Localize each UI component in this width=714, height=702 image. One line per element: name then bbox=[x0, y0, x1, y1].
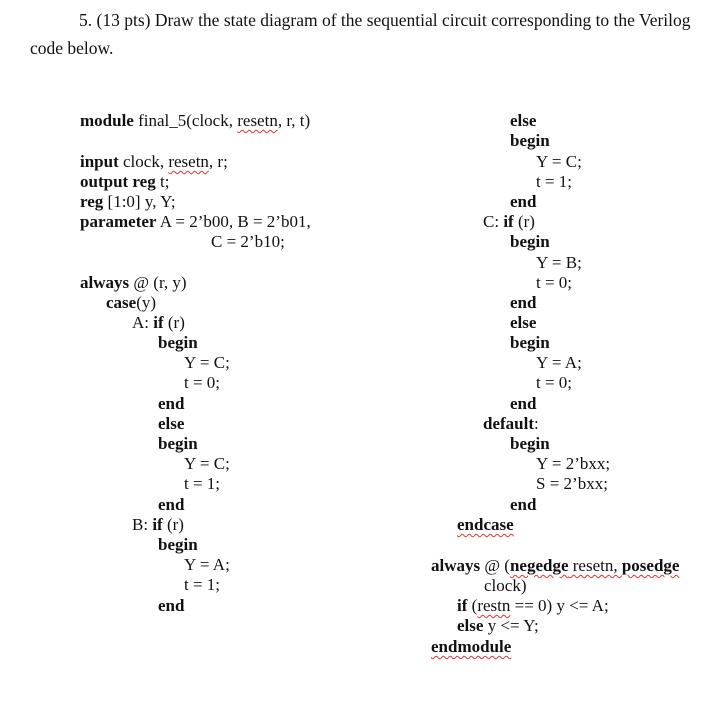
case-line: case(y) bbox=[106, 293, 157, 312]
assign-line: S = 2’bxx; bbox=[536, 474, 608, 493]
endmodule-line bbox=[431, 637, 511, 657]
misspelled-endcase: endcase bbox=[457, 515, 514, 534]
module-line: module final_5(clock, resetn, r, t) bbox=[80, 111, 311, 130]
end-keyword: end bbox=[510, 293, 537, 312]
always-seq-continuation: clock) bbox=[484, 576, 527, 595]
assign-line: Y = 2’bxx; bbox=[536, 454, 611, 473]
else-keyword: else bbox=[510, 111, 537, 130]
module-keyword: module bbox=[80, 111, 134, 130]
begin-keyword: begin bbox=[158, 535, 198, 554]
parameter-continuation: C = 2’b10; bbox=[211, 232, 285, 251]
begin-keyword: begin bbox=[158, 434, 198, 453]
always-comb-line: always @ (r, y) bbox=[80, 273, 187, 292]
assign-line: t = 0; bbox=[184, 373, 221, 392]
state-c-if: C: if (r) bbox=[483, 212, 535, 231]
default-line: default: bbox=[483, 414, 539, 433]
assign-line: Y = A; bbox=[536, 353, 582, 372]
assign-line: t = 1; bbox=[184, 474, 221, 493]
misspelled-restn: restn bbox=[477, 596, 511, 615]
assign-line: t = 1; bbox=[184, 575, 221, 594]
end-keyword: end bbox=[158, 596, 185, 615]
question-line-2: code below. bbox=[30, 38, 114, 58]
state-b-if: B: if (r) bbox=[132, 515, 184, 534]
end-keyword: end bbox=[158, 495, 185, 514]
assign-line: Y = C; bbox=[184, 353, 230, 372]
end-keyword: end bbox=[510, 394, 537, 413]
begin-keyword: begin bbox=[510, 333, 550, 352]
begin-keyword: begin bbox=[510, 131, 550, 150]
begin-keyword: begin bbox=[158, 333, 198, 352]
end-keyword: end bbox=[158, 394, 185, 413]
assign-line: Y = C; bbox=[536, 152, 582, 171]
output-line: output reg t; bbox=[80, 172, 170, 191]
begin-keyword: begin bbox=[510, 434, 550, 453]
assign-line: Y = B; bbox=[536, 253, 582, 272]
endcase-line bbox=[457, 515, 514, 535]
begin-keyword: begin bbox=[510, 232, 550, 251]
misspelled-endmodule: endmodule bbox=[431, 637, 512, 656]
assign-line: Y = C; bbox=[184, 454, 230, 473]
assign-line: Y = A; bbox=[184, 555, 230, 574]
reg-line: reg [1:0] y, Y; bbox=[80, 192, 176, 211]
misspelled-negedge: negedge bbox=[509, 556, 569, 575]
misspelled-posedge: posedge bbox=[621, 556, 680, 575]
assign-line: t = 0; bbox=[536, 273, 573, 292]
assign-line: t = 0; bbox=[536, 373, 573, 392]
if-reset-line: if (restn == 0) y <= A; bbox=[457, 596, 609, 615]
state-a-if: A: if (r) bbox=[132, 313, 185, 332]
end-keyword: end bbox=[510, 192, 537, 211]
question-line-1: 5. (13 pts) Draw the state diagram of the sequential circuit corresponding to the Verilog bbox=[79, 10, 691, 30]
always-seq-line: always @ (negedge resetn, posedge bbox=[431, 556, 680, 575]
misspelled-resetn: resetn bbox=[237, 111, 278, 130]
input-line: input clock, resetn, r; bbox=[80, 152, 228, 171]
assign-line: t = 1; bbox=[536, 172, 573, 191]
end-keyword: end bbox=[510, 495, 537, 514]
else-assign-line: else y <= Y; bbox=[457, 616, 539, 635]
else-keyword: else bbox=[158, 414, 185, 433]
parameter-line: parameter A = 2’b00, B = 2’b01, bbox=[80, 212, 311, 231]
else-keyword: else bbox=[510, 313, 537, 332]
misspelled-resetn: resetn bbox=[168, 152, 209, 171]
